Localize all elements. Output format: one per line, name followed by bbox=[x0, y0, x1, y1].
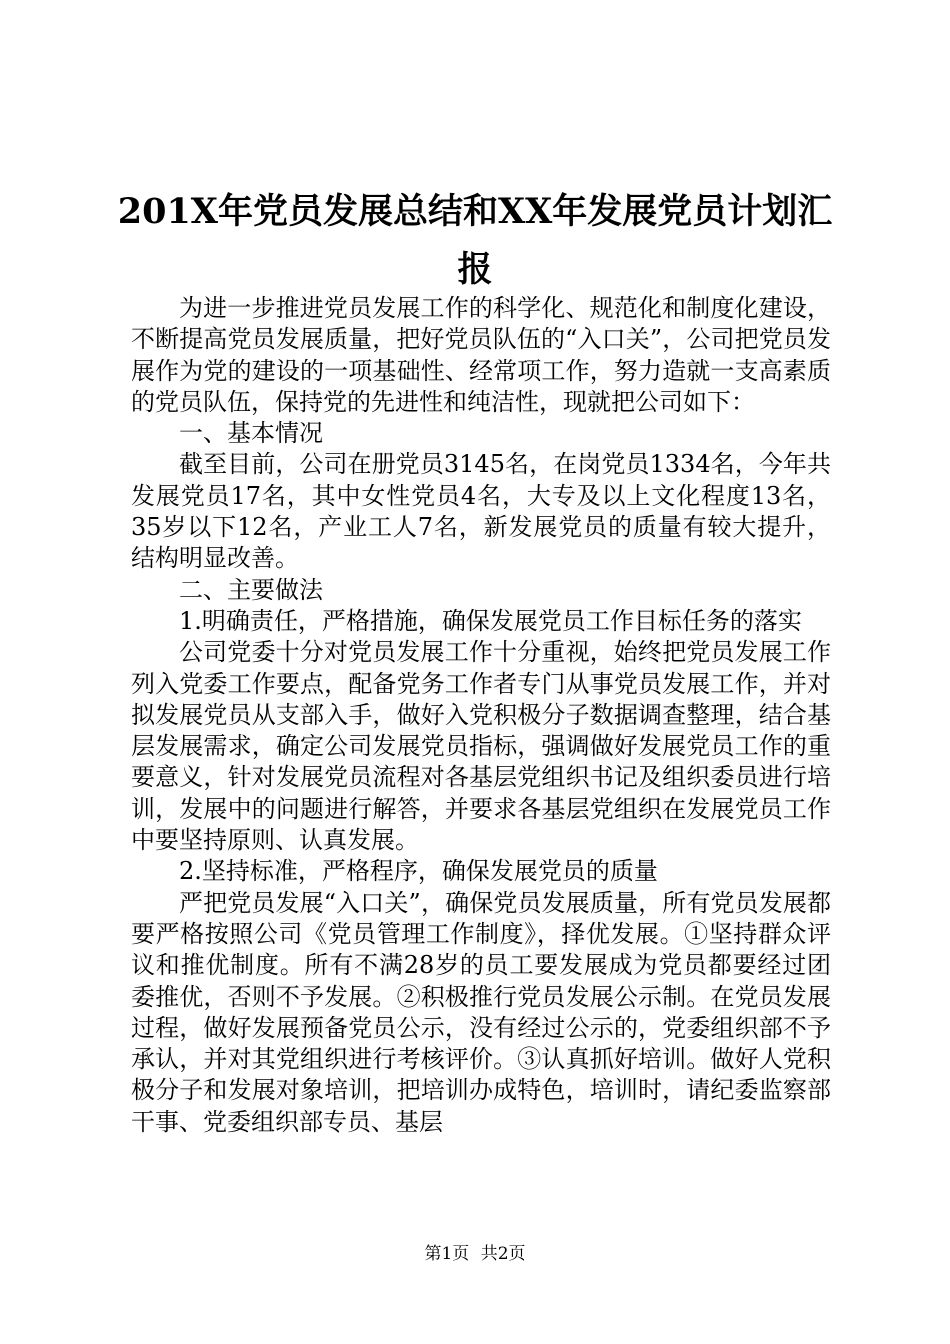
paragraph-standards: 严把党员发展“入口关”，确保党员发展质量，所有党员发展都要严格按照公司《党员管理工作制度》，择优发展。①坚持群众评议和推优制度。所有不满28岁的员工要发展成为党员都要经过团委推优，否则不予发展。②积极推行党员发展公示制。在党员发展过程，做好发展预备党员公示，没有经过公示的，党委组织部不予承认，并对其党组织进行考核评价。③认真抓好培训。做好人党积极分子和发展对象培训，把培训办成特色，培训时，请纪委监察部干事、党委组织部专员、基层 bbox=[131, 888, 831, 1136]
heading-main-practices: 二、主要做法 bbox=[179, 575, 323, 604]
subheading-responsibility: 1.明确责任，严格措施，确保发展党员工作目标任务的落实 bbox=[179, 606, 802, 635]
document-title: 201X年党员发展总结和XX年发展党员计划汇报 bbox=[117, 191, 833, 290]
page-number: 第1页 bbox=[424, 1244, 470, 1264]
heading-basic-situation: 一、基本情况 bbox=[179, 419, 323, 448]
page-footer bbox=[0, 1243, 950, 1265]
page-total: 共2页 bbox=[480, 1244, 526, 1264]
paragraph-responsibility: 公司党委十分对党员发展工作十分重视，始终把党员发展工作列入党委工作要点，配备党务工作者专门从事党员发展工作，并对拟发展党员从支部入手，做好入党积极分子数据调查整理，结合基层发展需求，确定公司发展党员指标，强调做好发展党员工作的重要意义，针对发展党员流程对各基层党组织书记及组织委员进行培训，发展中的问题进行解答，并要求各基层党组织在发展党员工作中要坚持原则、认真发展。 bbox=[131, 638, 831, 855]
document-body bbox=[131, 293, 831, 1138]
paragraph-intro: 为进一步推进党员发展工作的科学化、规范化和制度化建设，不断提高党员发展质量，把好党员队伍的“入口关”，公司把党员发展作为党的建设的一项基础性、经常项工作，努力造就一支高素质的党员队伍，保持党的先进性和纯洁性，现就把公司如下： bbox=[131, 294, 831, 416]
subheading-standards: 2.坚持标准，严格程序，确保发展党员的质量 bbox=[179, 857, 658, 886]
paragraph-basic-situation: 截至目前，公司在册党员3145名，在岗党员1334名，今年共发展党员17名，其中女性党员4名，大专及以上文化程度13名，35岁以下12名，产业工人7名，新发展党员的质量有较大提升，结构明显改善。 bbox=[131, 450, 831, 573]
